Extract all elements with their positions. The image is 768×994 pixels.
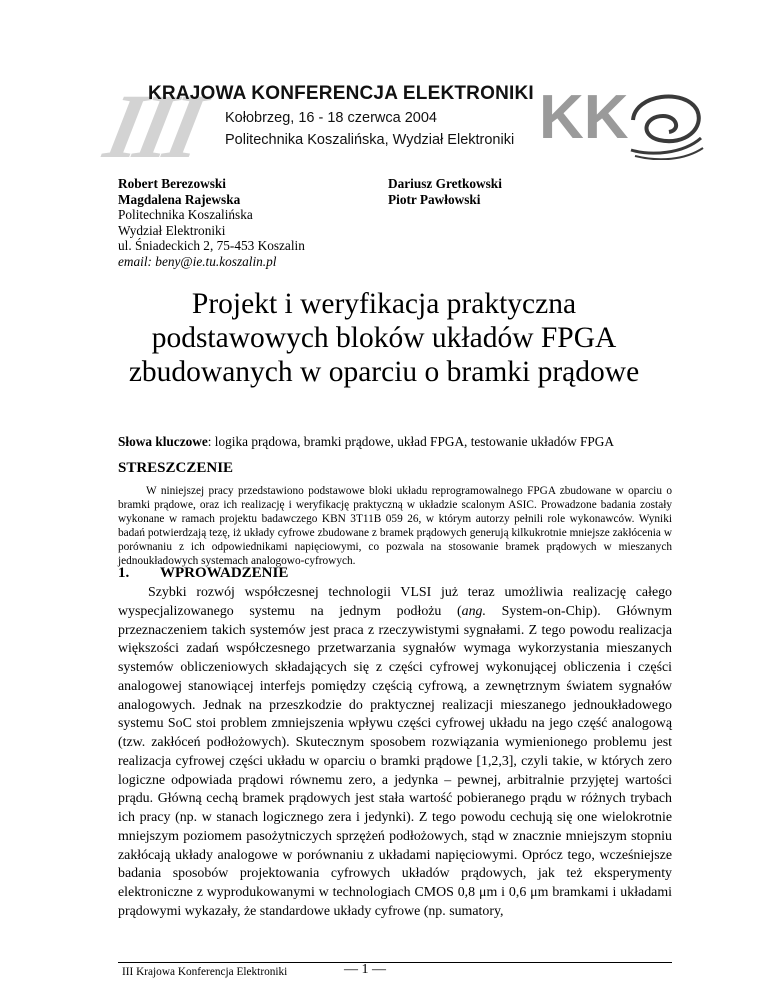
conference-date: Kołobrzeg, 16 - 18 czerwca 2004: [225, 110, 437, 126]
conference-place: Politechnika Koszalińska, Wydział Elektroniki: [225, 132, 515, 148]
author-name: Robert Berezowski: [118, 176, 226, 191]
title-line: podstawowych bloków układów FPGA: [151, 322, 617, 354]
roman-numeral: III: [97, 75, 209, 177]
conference-banner: [95, 75, 705, 177]
body-text-part: Szybki rozwój współczesnej technologii VLSI już teraz umożliwia realizację całego wyspecjalizowanego systemu na jednym podłożu (: [118, 585, 672, 619]
section-heading: [118, 565, 288, 582]
affiliation-line: Wydział Elektroniki: [118, 222, 226, 238]
section-number: 1.: [118, 565, 130, 581]
authors-right: [388, 176, 502, 207]
body-text-part: System-on-Chip). Głównym przeznaczeniem takich systemów jest praca z rzeczywistymi sygnałami. Z tego powodu realizacja większości zadań współczesnego przetwarzania sygnałów wymaga wykorzystania mieszanych systemów obliczeniowych składających się z części cyfrowej wykonującej obliczenia i części analogowej stanowiącej interfejs pomiędzy częścią cyfrową, a zewnętrznym światem sygnałów analogowych. Jednak na przeszkodzie do praktycznej realizacji mieszanego jednoukładowego systemu SoC stoi problem zmniejszenia wpływu części cyfrowej układu na jego część analogową (tzw. zakłóceń podłożowych). Skutecznym sposobem rozwiązania wymienionego problemu jest realizacja cyfrowej części układu w oparciu o bramki prądowe [1,2,3], czyli takie, w których zero logiczne odpowiada prądowi równemu zero, a jedynka – pewnej, arbitralnie przyjętej wartości prądu. Główną cechą bramek prądowych jest stała wartość pobieranego prądu w różnych trybach ich pracy (np. w stanach logicznego zera i jedynki). Z tego powodu cechują się one wielokrotnie mniejszym poziomem pasożytniczych sprzężeń podłożowych, stąd w znacznie mniejszym stopniu zakłócają układy analogowe w porównaniu z układami napięciowymi. Oprócz tego, wcześniejsze badania sposobów projektowania cyfrowych układów prądowych, jak też eksperymenty elektroniczne z wyprodukowanymi w technologiach CMOS 0,8 μm i 0,6 μm bramkami i układami prądowymi wykazały, że standardowe układy cyfrowe (np. sumatory,: [118, 603, 672, 919]
body-paragraph: [118, 584, 672, 922]
affiliation-line: Politechnika Koszalińska: [118, 207, 253, 223]
conference-title: KRAJOWA KONFERENCJA ELEKTRONIKI: [148, 83, 534, 104]
section-body: [118, 584, 672, 922]
abstract-heading: STRESZCZENIE: [118, 460, 234, 476]
author-name: Dariusz Gretkowski: [388, 176, 502, 191]
author-email: email: beny@ie.tu.koszalin.pl: [118, 253, 277, 269]
page-number: — 1 —: [344, 962, 386, 977]
affiliation: [118, 207, 305, 269]
author-name: Piotr Pawłowski: [388, 191, 481, 207]
keywords: [118, 434, 678, 450]
kk-logo-letters: [539, 83, 629, 152]
title-line: Projekt i weryfikacja praktyczna: [191, 288, 577, 320]
logo-swirl-icon: [631, 97, 703, 160]
title-line: zbudowanych w oparciu o bramki prądowe: [128, 356, 640, 388]
abstract-text: W niniejszej pracy przedstawiono podstawowe bloki układu reprogramowalnego FPGA zbudowane w oparciu o bramki prądowe, oraz ich realizację i weryfikację praktyczną w układzie scalonym ASIC. Prowadzone badania zostały wykonane w ramach projektu badawczego KBN 3T11B 059 26, w którym autorzy pełnili role wykonawców. Wyniki badań potwierdzają tezę, iż układy cyfrowe zbudowane z bramek prądowych generują kilkukrotnie mniejsze zakłócenia w porównaniu z ich odpowiednikami napięciowymi, co pozwala na stosowanie bramek prądowych w mieszanych jednoukładowych systemach analogowo-cyfrowych.: [118, 485, 672, 567]
keywords-text: : logika prądowa, bramki prądowe, układ FPGA, testowanie układów FPGA: [207, 434, 614, 449]
authors-left: [118, 176, 305, 270]
affiliation-line: ul. Śniadeckich 2, 75-453 Koszalin: [118, 238, 305, 254]
keywords-label: Słowa kluczowe: [118, 434, 208, 449]
body-text-italic: ang.: [461, 603, 486, 619]
footer-conference: III Krajowa Konferencja Elektroniki: [122, 966, 288, 978]
kk-logo: [535, 80, 705, 160]
section-title: WPROWADZENIE: [160, 565, 289, 581]
footer-divider: [118, 962, 672, 963]
paper-title: [80, 287, 688, 389]
kk-logo-text: KK: [539, 83, 629, 152]
author-name: Magdalena Rajewska: [118, 191, 241, 207]
